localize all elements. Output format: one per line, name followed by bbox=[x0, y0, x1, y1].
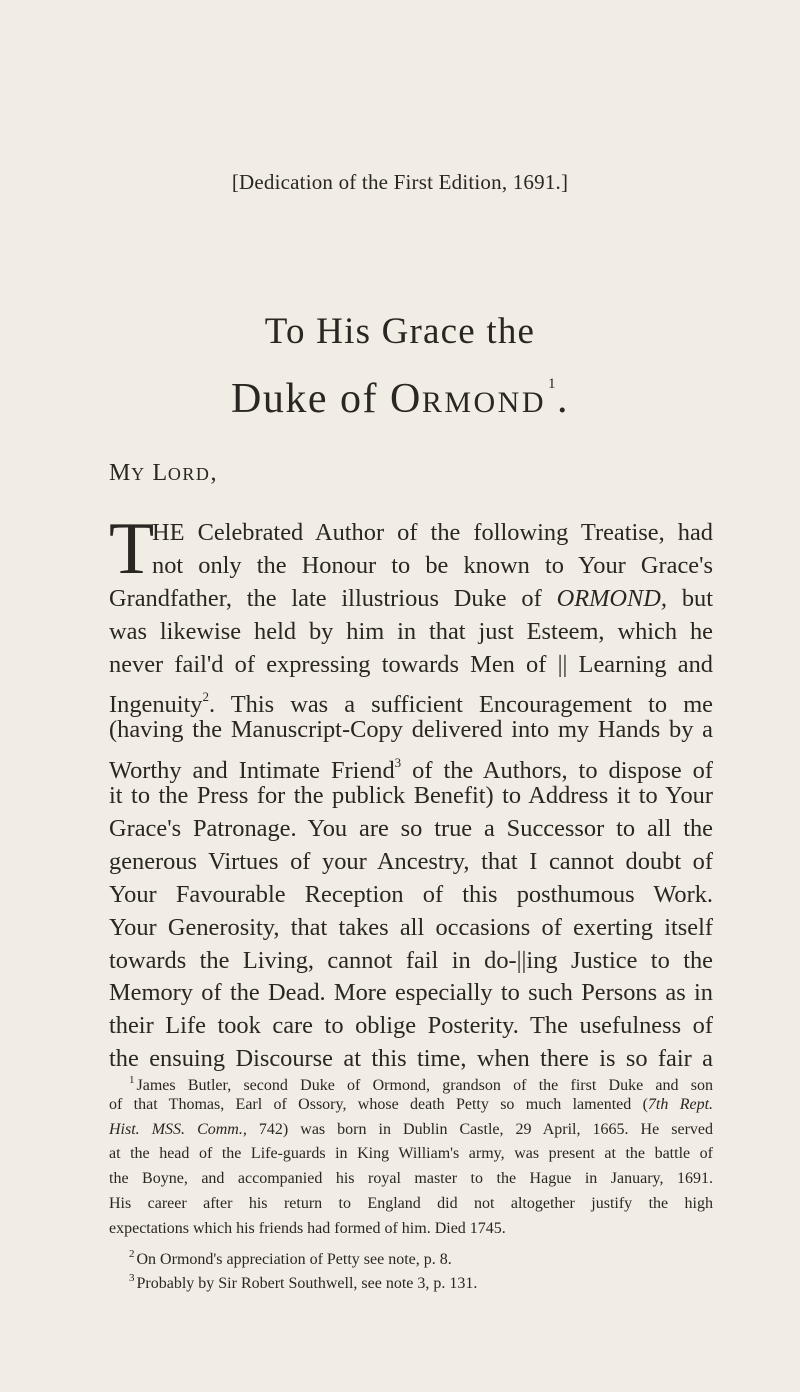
salutation-cap-m: M bbox=[109, 460, 132, 486]
footnote-3-text: Probably by Sir Robert Southwell, see note 3, p. 131. bbox=[136, 1275, 478, 1293]
body-line-3-text: Grandfather, the late illustrious Duke of bbox=[109, 584, 557, 612]
title-line-2 bbox=[0, 375, 800, 423]
body-line-12: Your Favourable Reception of this posthumous Work. bbox=[109, 880, 713, 908]
salutation-comma: , bbox=[210, 460, 218, 486]
footnote-1-text-3: 742) was born in Dublin Castle, 29 April, 1665. He served bbox=[246, 1120, 713, 1138]
drop-cap: T bbox=[109, 508, 155, 590]
footnote-ref-1: 1 bbox=[548, 376, 557, 392]
body-line-10: Grace's Patronage. You are so true a Successor to all the bbox=[109, 815, 713, 843]
body-line-17: the ensuing Discourse at this time, when there is so fair a bbox=[109, 1045, 713, 1073]
body-line-8 bbox=[109, 747, 713, 785]
footnote-1-line-4: at the head of the Life-guards in King William's army, was present at the battle of bbox=[109, 1145, 713, 1163]
footnote-3-number: 3 bbox=[129, 1272, 135, 1285]
body-line-3 bbox=[109, 583, 713, 616]
footnote-ref-2: 2 bbox=[202, 689, 209, 705]
body-line-5: never fail'd of expressing towards Men of || Learning and bbox=[109, 650, 713, 678]
title-line-1: To His Grace the bbox=[264, 311, 536, 352]
body-line-8-text: Worthy and Intimate Friend bbox=[109, 757, 395, 785]
body-text bbox=[109, 508, 713, 1076]
ormond-italic: ORMOND, bbox=[556, 584, 668, 612]
body-line-13: Your Generosity, that takes all occasions of exerting itself bbox=[109, 913, 713, 941]
footnote-1-line-3 bbox=[109, 1118, 713, 1143]
body-line-16: their Life took care to oblige Posterity. The usefulness of bbox=[109, 1012, 713, 1040]
footnotes bbox=[109, 1068, 713, 1291]
footnote-1-line-6: His career after his return to England did not altogether justify the high bbox=[109, 1194, 713, 1212]
body-line-7: (having the Manuscript-Copy delivered into my Hands by a bbox=[109, 716, 713, 744]
footnote-2-number: 2 bbox=[129, 1247, 135, 1260]
body-line-2: not only the Honour to be known to Your Grace's bbox=[152, 551, 713, 579]
title-suffix: . bbox=[557, 376, 569, 422]
dedication-note: [Dedication of the First Edition, 1691.] bbox=[231, 170, 569, 194]
body-line-14: towards the Living, cannot fail in do-||ing Justice to the bbox=[109, 946, 713, 974]
body-line-8-rest: of the Authors, to dispose of bbox=[401, 757, 713, 785]
footnote-1-line-7: expectations which his friends had formed of him. Died 1745. bbox=[109, 1219, 506, 1237]
footnote-1-text-2: of that Thomas, Earl of Ossory, whose death Petty so much lamented ( bbox=[109, 1095, 648, 1113]
footnote-2 bbox=[109, 1242, 713, 1267]
salutation-sc-y: Y bbox=[131, 464, 146, 484]
footnote-1-line-2 bbox=[109, 1093, 713, 1118]
footnote-1-line-1 bbox=[109, 1068, 713, 1093]
title-smallcaps: RMOND bbox=[421, 386, 546, 419]
salutation bbox=[109, 460, 217, 487]
salutation-sc-ord: ORD bbox=[167, 464, 211, 484]
footnote-1-text-1: James Butler, second Duke of Ormond, grandson of the first Duke and son bbox=[136, 1077, 713, 1094]
body-line-6 bbox=[109, 681, 713, 719]
body-line-15: Memory of the Dead. More especially to such Persons as in bbox=[109, 979, 713, 1007]
footnote-2-text: On Ormond's appreciation of Petty see note, p. 8. bbox=[136, 1250, 452, 1268]
footnote-1-italic-ref: 7th Rept. bbox=[647, 1095, 714, 1113]
footnote-3 bbox=[109, 1266, 713, 1291]
salutation-cap-l: L bbox=[152, 460, 168, 486]
body-line-9: it to the Press for the publick Benefit) to Address it to Your bbox=[109, 782, 713, 810]
footnote-1-line-5: the Boyne, and accompanied his royal master to the Hague in January, 1691. bbox=[109, 1170, 713, 1188]
title-cap: O bbox=[389, 376, 422, 422]
footnote-1-italic-source: Hist. MSS. Comm., bbox=[109, 1120, 247, 1138]
body-line-6-rest: . This was a sufficient Encouragement to me bbox=[208, 691, 713, 719]
body-line-11: generous Virtues of your Ancestry, that I cannot doubt of bbox=[109, 847, 713, 875]
title-prefix: Duke of bbox=[231, 376, 390, 422]
body-line-6-text: Ingenuity bbox=[109, 691, 203, 719]
footnote-ref-3: 3 bbox=[394, 755, 402, 771]
body-line-3-end: but bbox=[667, 584, 713, 612]
footnote-1-number: 1 bbox=[129, 1074, 135, 1086]
body-line-4: was likewise held by him in that just Esteem, which he bbox=[109, 617, 713, 645]
body-line-1: HE Celebrated Author of the following Treatise, had bbox=[152, 519, 713, 546]
